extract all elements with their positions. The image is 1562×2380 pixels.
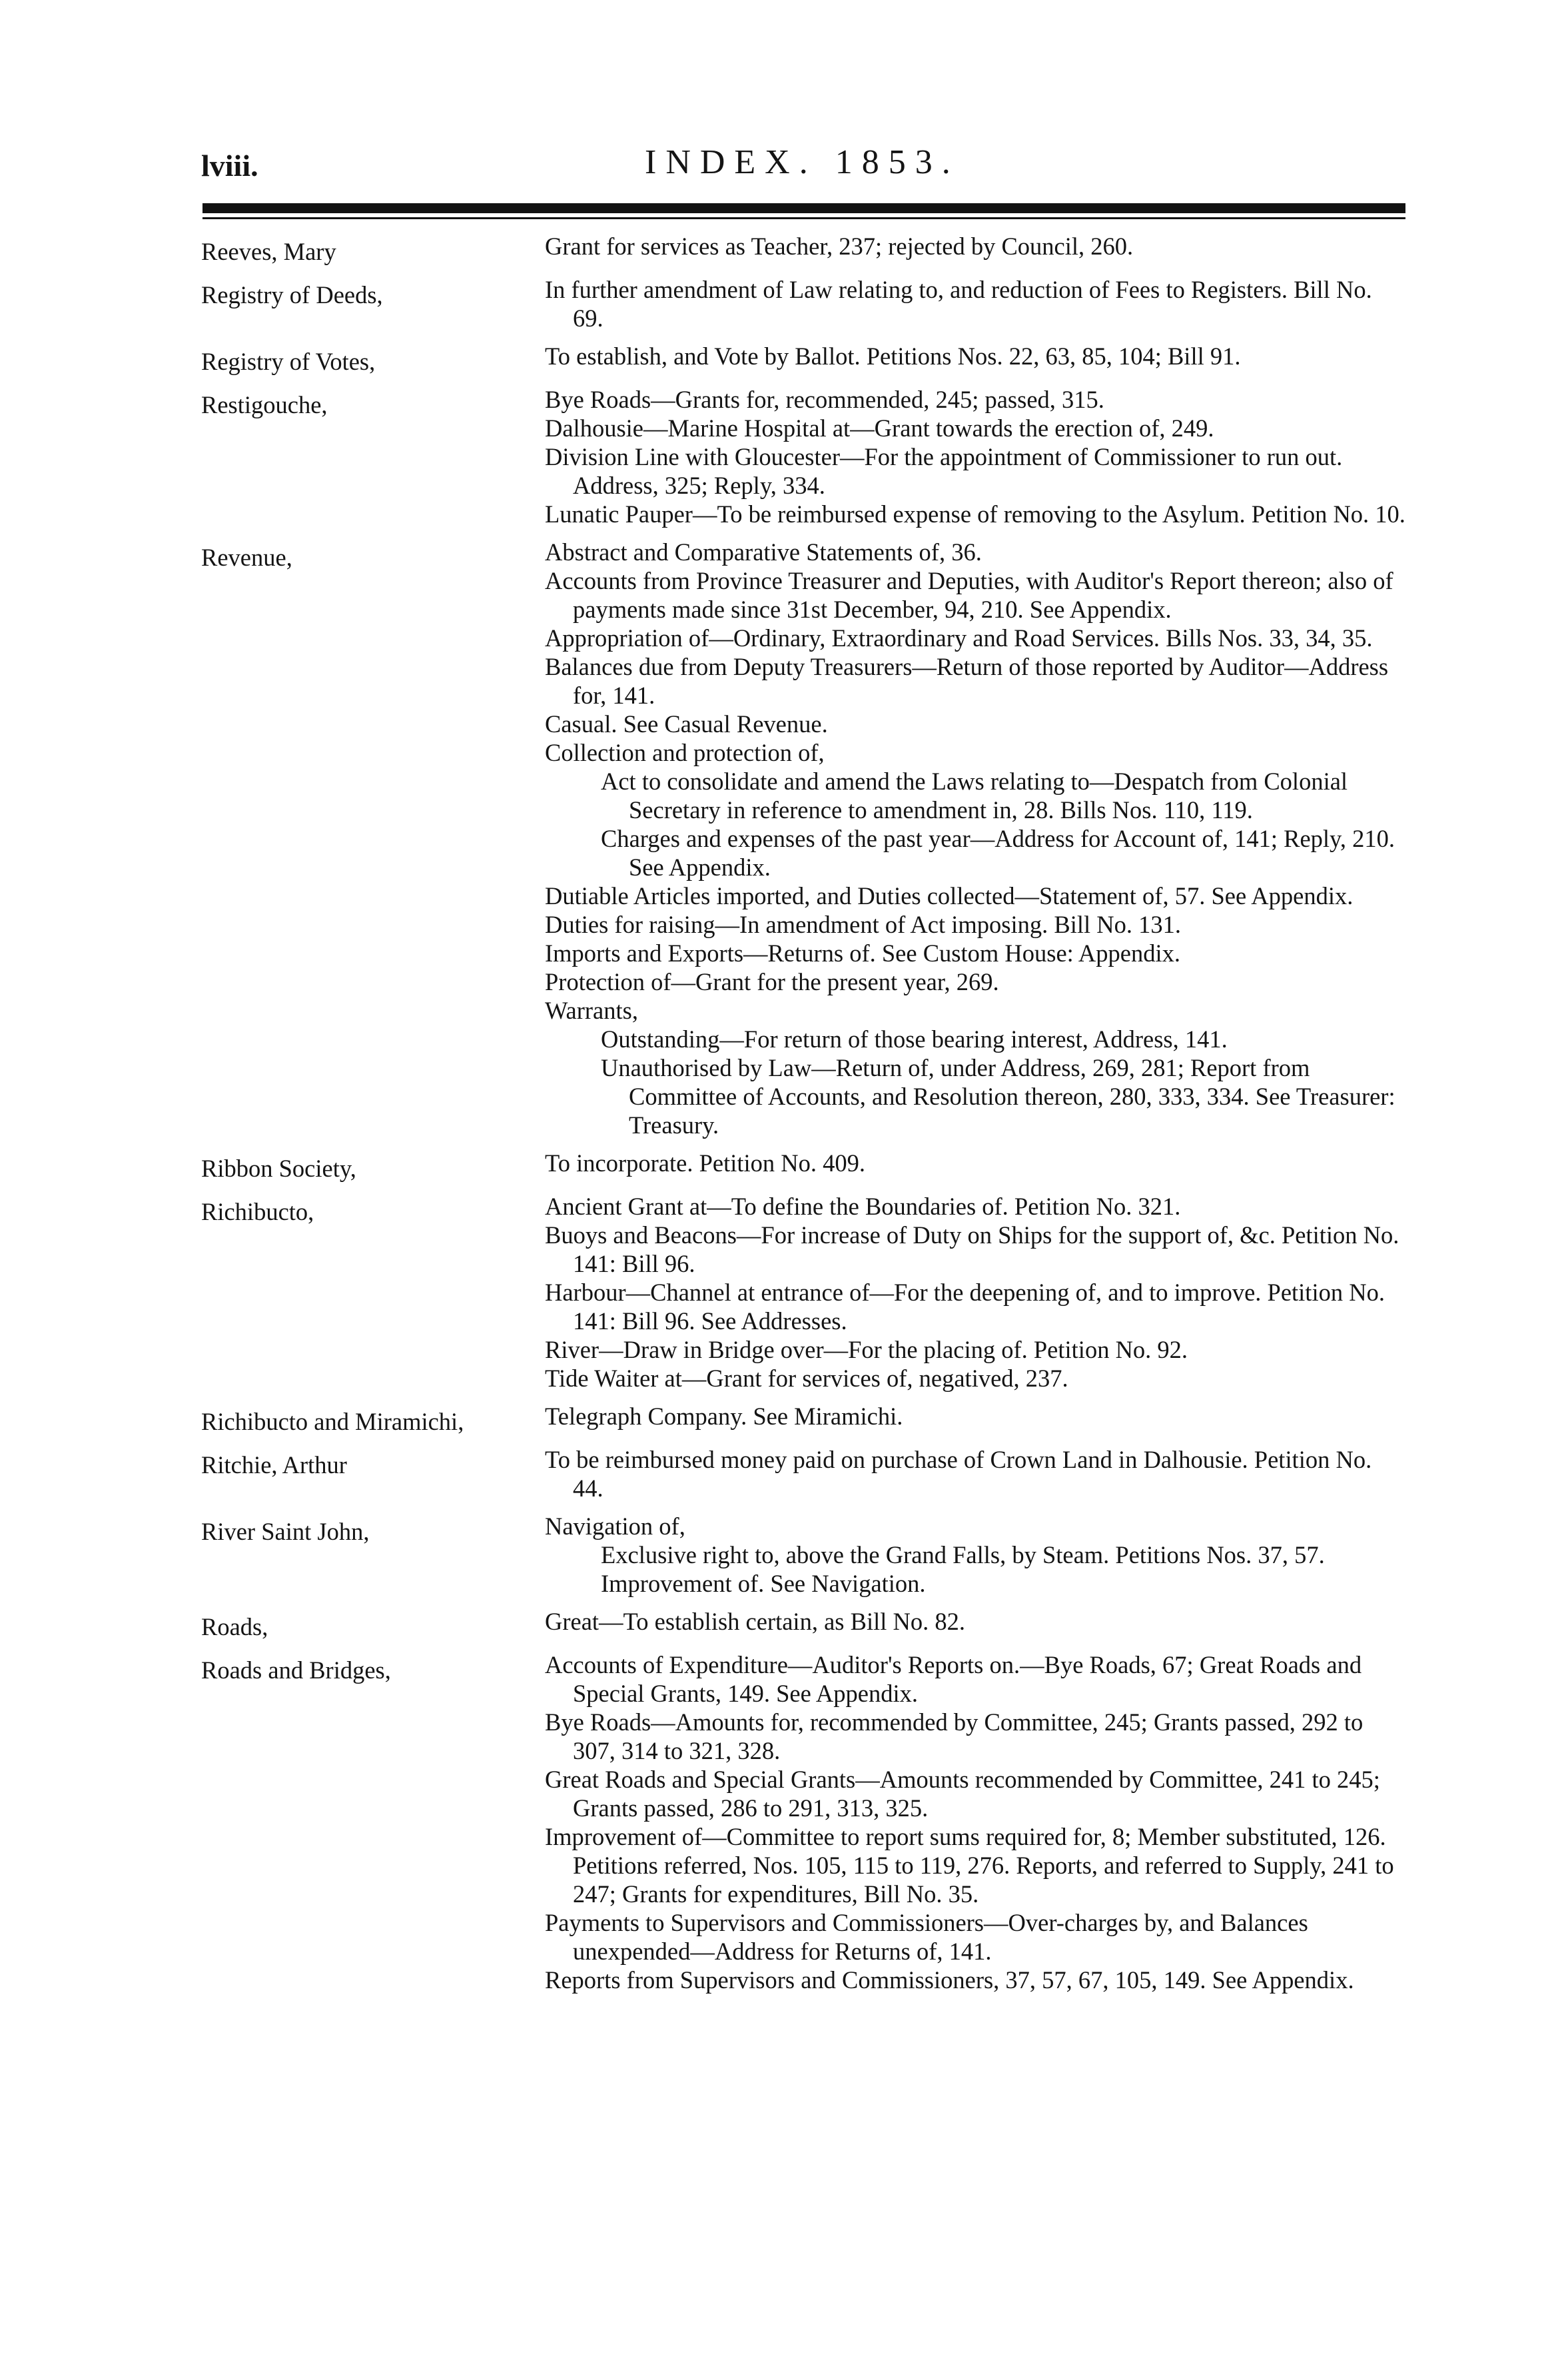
index-entry [201,232,1407,266]
entry-subline-nested: Improvement of. See Navigation. [601,1570,926,1597]
entry-heading: Revenue, [201,544,292,571]
entry-subline: River—Draw in Bridge over—For the placing of. Petition No. 92. [545,1336,1188,1363]
entry-heading: Ribbon Society, [201,1155,356,1182]
entry-heading: Richibucto and Miramichi, [201,1408,464,1435]
entry-subline: To incorporate. Petition No. 409. [545,1149,865,1177]
entry-details [545,342,1407,376]
entry-details [545,1445,1407,1502]
entry-subline: Great Roads and Special Grants—Amounts recommended by Committee, 241 to 245; Grants passed, 286 to 291, 313, 325. [545,1766,1380,1822]
entry-details [545,1512,1407,1598]
entry-subline-nested: Outstanding—For return of those bearing interest, Address, 141. [601,1025,1228,1053]
entry-subline: Bye Roads—Grants for, recommended, 245; passed, 315. [545,386,1104,413]
entry-subline: In further amendment of Law relating to, and reduction of Fees to Registers. Bill No. 69. [545,276,1372,332]
entry-subline: Improvement of—Committee to report sums required for, 8; Member substituted, 126. Petitions referred, Nos. 105, 115 to 119, 276. Reports, and referred to Supply, 241 to 247; Grants for expenditures, Bill No. 35. [545,1823,1394,1908]
entry-heading: River Saint John, [201,1518,370,1545]
entry-subline: Ancient Grant at—To define the Boundaries of. Petition No. 321. [545,1193,1181,1220]
entry-heading: Registry of Deeds, [201,281,383,308]
entry-subline-nested: Exclusive right to, above the Grand Falls, by Steam. Petitions Nos. 37, 57. [601,1541,1325,1568]
index-entry [201,1445,1407,1502]
entry-subline-nested: Act to consolidate and amend the Laws relating to—Despatch from Colonial Secretary in reference to amendment in, 28. Bills Nos. 110, 119. [601,768,1348,824]
entry-subline: Dutiable Articles imported, and Duties collected—Statement of, 57. See Appendix. [545,882,1354,909]
entry-subline: Protection of—Grant for the present year, 269. [545,968,999,995]
entry-subline: Division Line with Gloucester—For the appointment of Commissioner to run out. Address, 325; Reply, 334. [545,443,1343,499]
entry-subline: Casual. See Casual Revenue. [545,710,828,738]
header-rule-thick [202,203,1405,213]
entry-heading: Richibucto, [201,1198,314,1225]
entry-subline: Accounts from Province Treasurer and Deputies, with Auditor's Report thereon; also of payments made since 31st December, 94, 210. See Appendix. [545,567,1393,623]
entry-heading: Reeves, Mary [201,238,336,265]
index-entry [201,1402,1407,1436]
entry-details [545,232,1407,266]
entry-subline: Bye Roads—Amounts for, recommended by Committee, 245; Grants passed, 292 to 307, 314 to 321, 328. [545,1708,1364,1764]
entry-subline: Dalhousie—Marine Hospital at—Grant towards the erection of, 249. [545,414,1214,442]
entry-subline: Reports from Supervisors and Commissioners, 37, 57, 67, 105, 149. See Appendix. [545,1966,1354,1994]
entry-subline: Balances due from Deputy Treasurers—Return of those reported by Auditor—Address for, 141. [545,653,1389,709]
header-rule-thin [202,217,1405,219]
index-entry [201,1512,1407,1598]
index-list [201,232,1407,2004]
entry-details [545,1402,1407,1436]
entry-subline-nested: Charges and expenses of the past year—Address for Account of, 141; Reply, 210. See Appendix. [601,825,1395,881]
entry-subline: Telegraph Company. See Miramichi. [545,1403,903,1430]
entry-subline: Accounts of Expenditure—Auditor's Reports on.—Bye Roads, 67; Great Roads and Special Grants, 149. See Appendix. [545,1651,1362,1707]
entry-details [545,1149,1407,1183]
index-entry [201,342,1407,376]
entry-subline: Payments to Supervisors and Commissioners—Over-charges by, and Balances unexpended—Address for Returns of, 141. [545,1909,1308,1965]
index-entry [201,1192,1407,1393]
entry-subline: Lunatic Pauper—To be reimbursed expense of removing to the Asylum. Petition No. 10. [545,500,1405,528]
index-entry [201,385,1407,528]
entry-details [545,275,1407,332]
entry-subline-nested: Unauthorised by Law—Return of, under Address, 269, 281; Report from Committee of Accounts, and Resolution thereon, 280, 333, 334. See Treasurer: Treasury. [601,1054,1395,1139]
entry-heading: Roads and Bridges, [201,1656,391,1684]
entry-details [545,385,1407,528]
entry-subline: Imports and Exports—Returns of. See Custom House: Appendix. [545,939,1180,967]
entry-subline: Tide Waiter at—Grant for services of, negatived, 237. [545,1365,1068,1392]
page-number: lviii. [201,149,258,183]
entry-subline: Abstract and Comparative Statements of, 36. [545,538,982,566]
entry-heading: Restigouche, [201,391,328,418]
entry-subline: Warrants, [545,997,638,1024]
index-entry [201,1607,1407,1641]
entry-subline: Collection and protection of, [545,739,825,766]
entry-subline: Buoys and Beacons—For increase of Duty on Ships for the support of, &c. Petition No. 141: Bill 96. [545,1221,1399,1277]
entry-subline: Duties for raising—In amendment of Act imposing. Bill No. 131. [545,911,1181,938]
index-entry [201,1650,1407,1994]
index-entry [201,1149,1407,1183]
entry-subline: Grant for services as Teacher, 237; rejected by Council, 260. [545,233,1134,260]
entry-subline: To be reimbursed money paid on purchase of Crown Land in Dalhousie. Petition No. 44. [545,1446,1372,1502]
entry-details [545,1607,1407,1641]
index-entry [201,275,1407,332]
entry-details [545,1650,1407,1994]
entry-subline: Great—To establish certain, as Bill No. 82. [545,1608,965,1635]
entry-subline: To establish, and Vote by Ballot. Petitions Nos. 22, 63, 85, 104; Bill 91. [545,342,1241,370]
entry-subline: Appropriation of—Ordinary, Extraordinary and Road Services. Bills Nos. 33, 34, 35. [545,624,1373,652]
entry-heading: Ritchie, Arthur [201,1451,347,1479]
entry-details [545,1192,1407,1393]
entry-details [545,538,1407,1139]
entry-heading: Roads, [201,1613,268,1640]
entry-subline: Navigation of, [545,1512,685,1540]
page-title: INDEX. 1853. [645,143,960,181]
entry-heading: Registry of Votes, [201,348,376,375]
index-entry [201,538,1407,1139]
entry-subline: Harbour—Channel at entrance of—For the deepening of, and to improve. Petition No. 141: Bill 96. See Addresses. [545,1279,1385,1335]
